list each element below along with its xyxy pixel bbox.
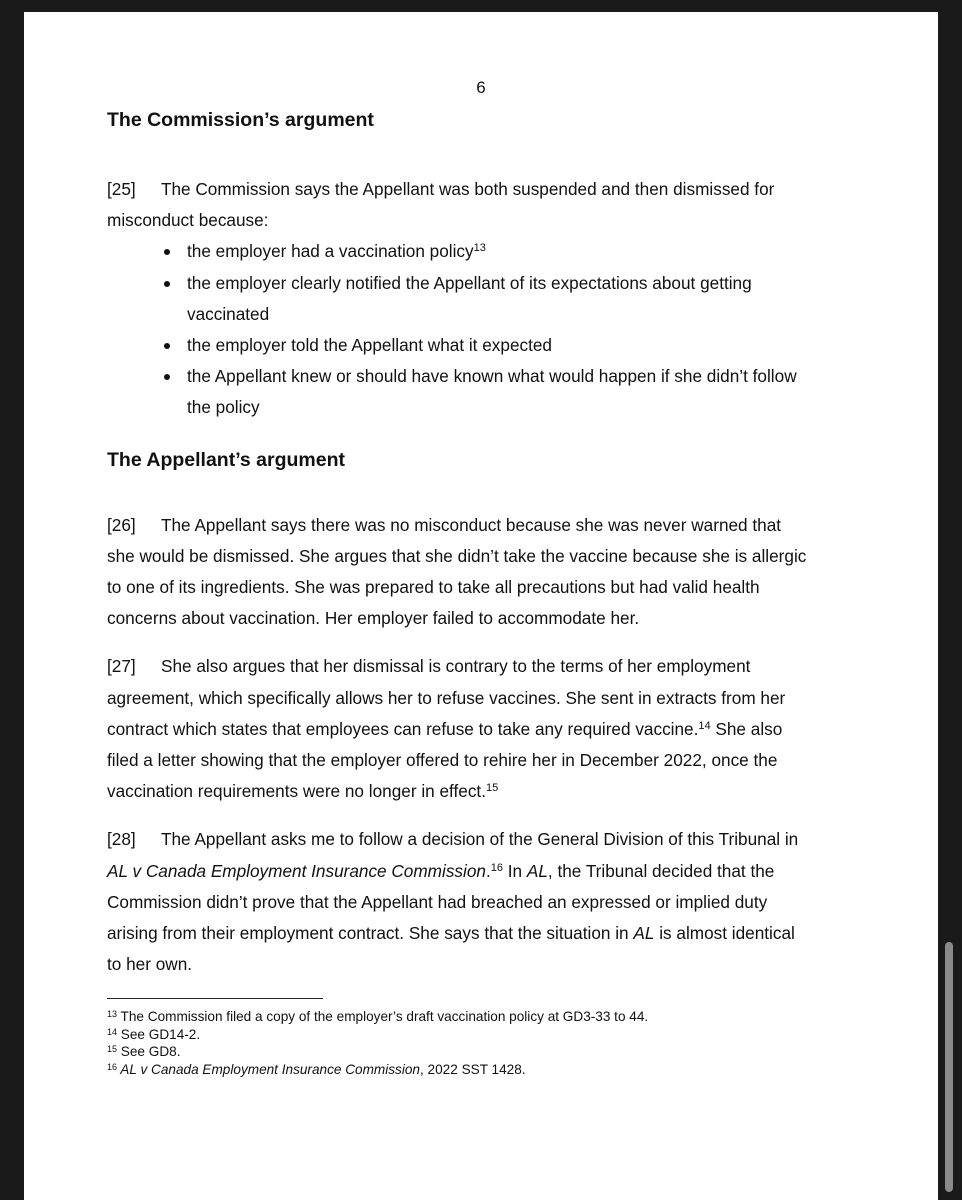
section-heading-appellant: The Appellant’s argument — [107, 448, 345, 471]
footnote-number: 13 — [107, 1009, 118, 1019]
footnote-ref: 16 — [490, 861, 503, 874]
footnote-ref: 15 — [485, 782, 499, 795]
list-item-text: the Appellant knew or should have known what would happen if she didn’t follow the policy — [187, 366, 797, 418]
paragraph-number: [27] — [107, 656, 136, 677]
list-item-text: the employer clearly notified the Appellant of its expectations about getting vaccinated — [187, 272, 752, 324]
footnote-ref: 13 — [473, 242, 486, 255]
paragraph-26 — [107, 510, 807, 635]
paragraph-text: is almost identical to her own. — [107, 923, 795, 975]
paragraph-25 — [107, 174, 807, 236]
case-name: AL — [526, 860, 548, 881]
list-item-text: the employer had a vaccination policy — [187, 241, 474, 262]
paragraph-number: [28] — [107, 829, 136, 850]
list-item — [107, 361, 807, 423]
paragraph-27 — [107, 651, 807, 807]
footnote-number: 15 — [107, 1044, 118, 1054]
paragraph-text: The Commission says the Appellant was both suspended and then dismissed for misconduct because: — [107, 179, 775, 231]
list-item-text: the employer told the Appellant what it expected — [187, 335, 552, 356]
list-item — [107, 268, 807, 330]
footnote-text: The Commission filed a copy of the employer’s draft vaccination policy at GD3-33 to 44. — [117, 1009, 649, 1024]
page-number: 6 — [476, 78, 486, 97]
paragraph-text: The Appellant says there was no misconduct because she was never warned that she would be dismissed. She argues that she didn’t take the vaccine because she is allergic to one of its ingredients. She was prepared to take all precautions but had valid health concerns about vaccination. Her employer failed to accommodate her. — [107, 514, 807, 629]
footnote-divider — [107, 998, 323, 999]
scrollbar-thumb[interactable] — [945, 942, 953, 1192]
bullet-icon — [164, 374, 170, 380]
section-heading-commission: The Commission’s argument — [107, 109, 374, 131]
paragraph-28 — [107, 824, 807, 980]
paragraph-text: She also argues that her dismissal is contrary to the terms of her employment agreement, which specifically allows her to refuse vaccines. She sent in extracts from her contract which states that employees can refuse to take any required vaccine. — [107, 656, 786, 739]
footnote — [107, 1061, 807, 1079]
bullet-icon — [164, 249, 170, 255]
paragraph-number: [26] — [107, 514, 136, 535]
paragraph-text: , the Tribunal decided that the Commission didn’t prove that the Appellant had breached an expressed or implied duty arising from their employment contract. She says that the situation in — [107, 860, 775, 944]
footnote-number: 16 — [107, 1061, 118, 1072]
list-item — [107, 330, 807, 361]
paragraph-text: She also filed a letter showing that the employer offered to rehire her in December 2022, once the vaccination requirements were no longer in effect. — [107, 718, 783, 802]
footnotes — [107, 1008, 807, 1078]
footnote-text: See GD14-2. — [117, 1026, 201, 1042]
case-name: AL v Canada Employment Insurance Commission — [107, 860, 486, 881]
bullet-icon — [164, 343, 170, 349]
footnote — [107, 1008, 807, 1026]
footnote-text: See GD8. — [117, 1044, 181, 1059]
paragraph-text: In — [502, 860, 527, 881]
paragraph-text: . — [485, 860, 491, 881]
case-name: AL — [633, 923, 655, 944]
footnote-number: 14 — [107, 1026, 118, 1037]
paragraph-number: [25] — [107, 179, 136, 199]
footnote — [107, 1043, 807, 1061]
case-name: AL v Canada Employment Insurance Commission — [117, 1061, 420, 1077]
document-body — [107, 106, 807, 980]
bullet-list — [107, 236, 807, 423]
footnote-ref: 14 — [698, 719, 711, 732]
bullet-icon — [164, 281, 170, 287]
footnote — [107, 1026, 807, 1044]
footnote-text: , 2022 SST 1428. — [420, 1061, 526, 1077]
list-item — [107, 236, 807, 267]
paragraph-text: The Appellant asks me to follow a decision of the General Division of this Tribunal in — [161, 829, 799, 850]
